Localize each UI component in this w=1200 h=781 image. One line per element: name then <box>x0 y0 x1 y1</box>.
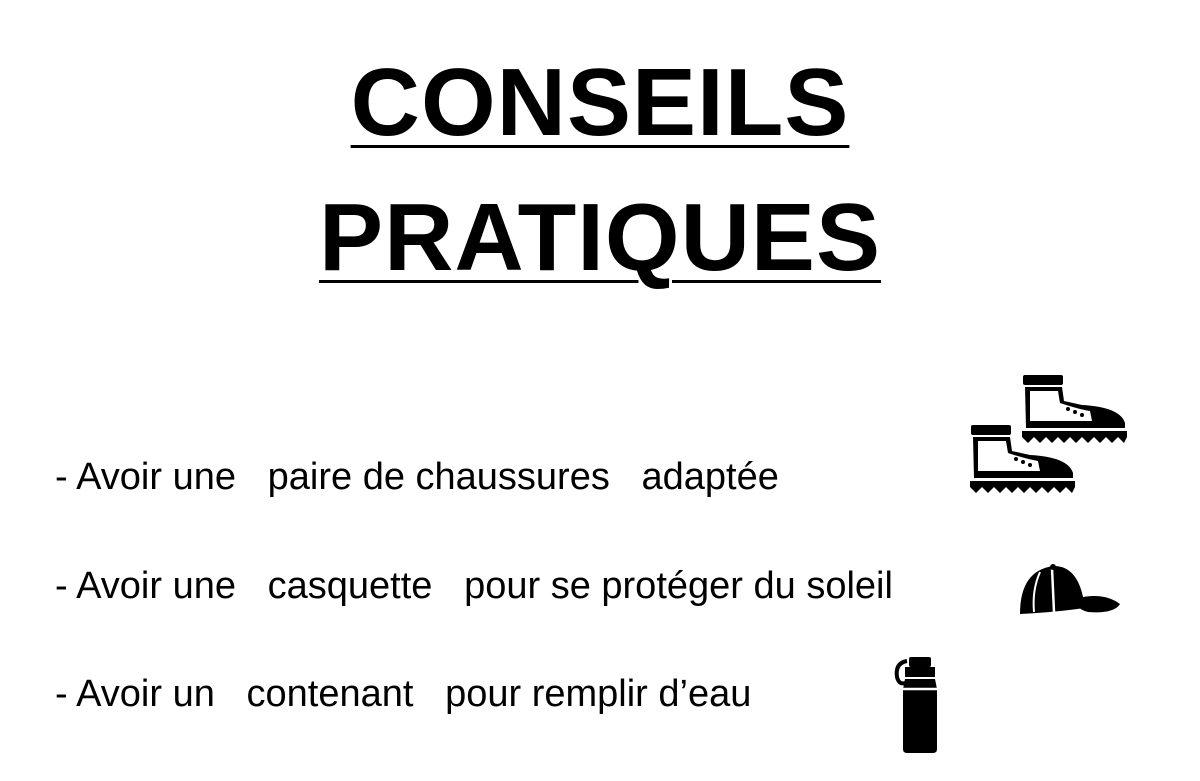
title-line-1: CONSEILS <box>350 49 850 156</box>
cap-icon <box>1018 562 1122 620</box>
shoes-icon <box>965 373 1130 495</box>
water-bottle-icon <box>893 655 947 755</box>
tip-bottle: - Avoir un contenant pour remplir d’eau <box>55 673 752 715</box>
tip-shoes: - Avoir une paire de chaussures adaptée <box>55 456 779 498</box>
tip-cap: - Avoir une casquette pour se protéger du soleil <box>55 565 893 607</box>
title-line-2: PRATIQUES <box>319 184 881 291</box>
